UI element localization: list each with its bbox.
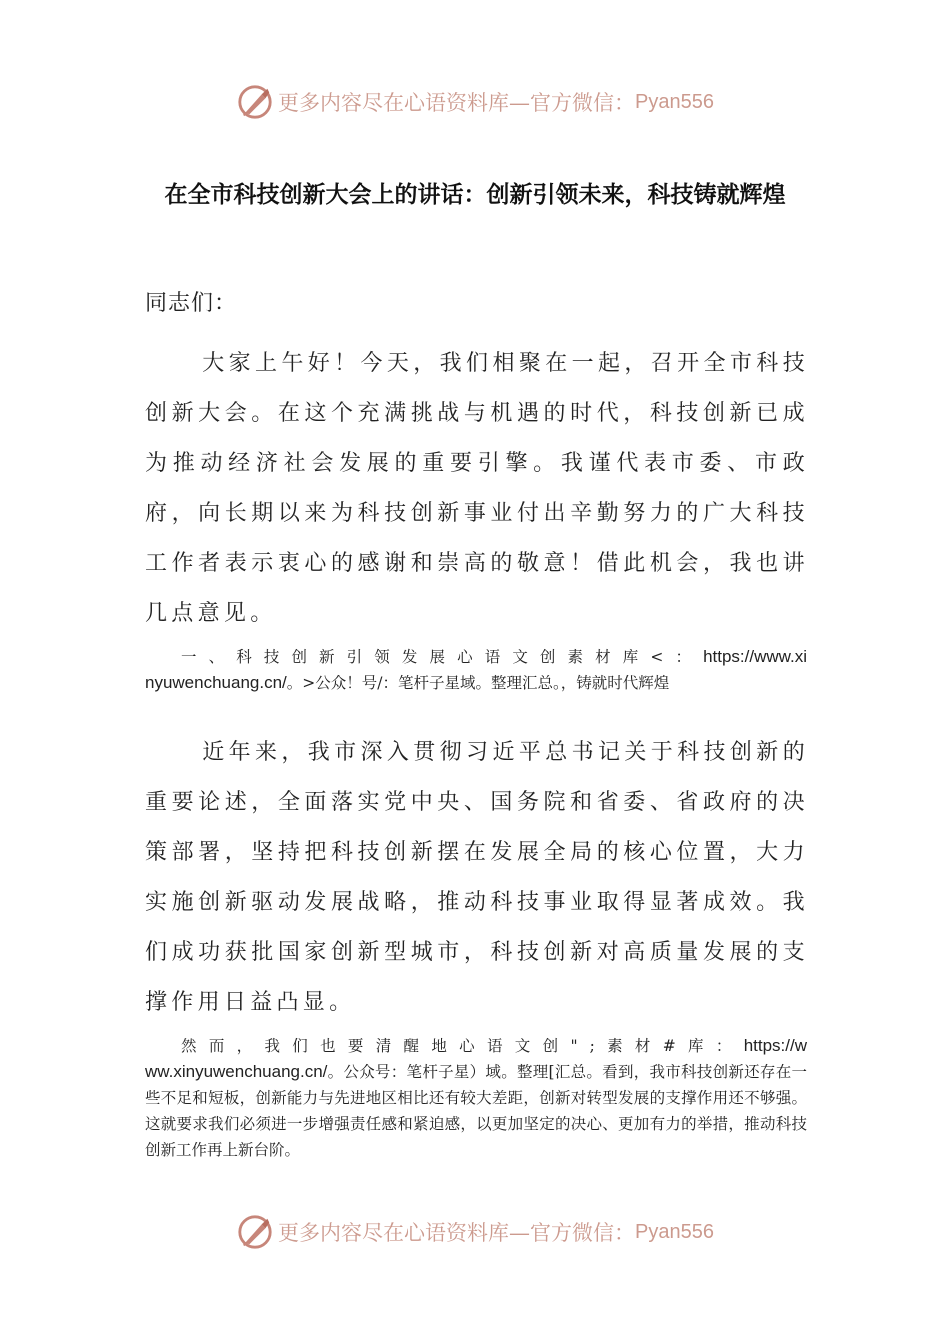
salutation: 同志们： <box>145 291 238 316</box>
section-heading-1 <box>145 644 807 696</box>
heading-url: https://www.xinyuwenchuang.cn/ <box>145 647 807 692</box>
banner-wechat-id: Pyan556 <box>635 1220 714 1243</box>
pen-nib-circle-icon <box>236 1213 274 1251</box>
paragraph-lead-text: 然而，我们也要清醒地心语文创";素材#库： <box>181 1037 744 1055</box>
heading-lead-text: 一、科技创新引领发展心语文创素材库<： <box>181 648 704 666</box>
paragraph-url: https://www.xinyuwenchuang.cn/ <box>145 1036 807 1081</box>
banner-text: 更多内容尽在心语资料库—官方微信： <box>278 1221 636 1245</box>
header-banner <box>0 80 950 124</box>
banner-wechat-id: Pyan556 <box>635 90 714 113</box>
paragraph-tail-text: 。公众号：笔杆子星）域。整理[汇总。看到，我市科技创新还存在一些不足和短板，创新能力与先进地区相比还有较大差距，创新对转型发展的支撑作用还不够强。这就要求我们必须进一步增强责任感和紧迫感，以更加坚定的决心、更加有力的举措，推动科技创新工作再上新台阶。 <box>145 1063 807 1159</box>
paragraph-shortcomings <box>145 1033 807 1163</box>
banner-text: 更多内容尽在心语资料库—官方微信： <box>278 91 636 115</box>
paragraph-achievements: 近年来，我市深入贯彻习近平总书记关于科技创新的重要论述，全面落实党中央、国务院和省委、省政府的决策部署，坚持把科技创新摆在发展全局的核心位置，大力实施创新驱动发展战略，推动科技事业取得显著成效。我们成功获批国家创新型城市，科技创新对高质量发展的支撑作用日益凸显。 <box>145 740 809 1015</box>
heading-tail-text: 。>公众！号/：笔杆子星域。整理汇总。，铸就时代辉煌 <box>286 674 670 692</box>
footer-banner <box>0 1210 950 1254</box>
paragraph-opening: 大家上午好！今天，我们相聚在一起，召开全市科技创新大会。在这个充满挑战与机遇的时代，科技创新已成为推动经济社会发展的重要引擎。我谨代表市委、市政府，向长期以来为科技创新事业付出辛勤努力的广大科技工作者表示衷心的感谢和崇高的敬意！借此机会，我也讲几点意见。 <box>145 351 809 626</box>
pen-nib-circle-icon <box>236 83 274 121</box>
document-title: 在全市科技创新大会上的讲话：创新引领未来，科技铸就辉煌 <box>164 182 786 208</box>
